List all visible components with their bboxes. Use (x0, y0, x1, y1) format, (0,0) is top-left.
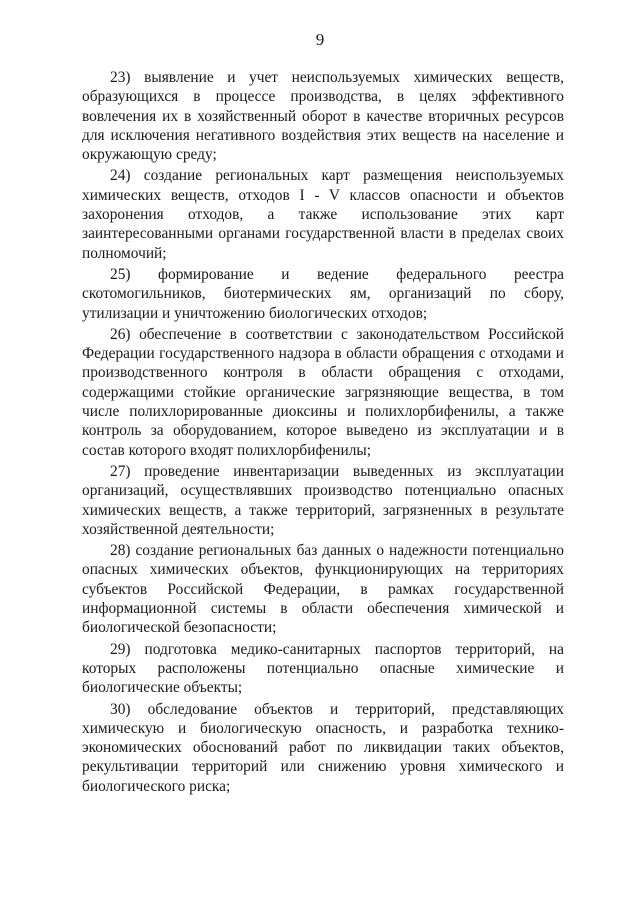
paragraph-item-29: 29) подготовка медико-санитарных паспортов территорий, на которых расположены потенциально опасные химические и биологические объекты; (82, 640, 564, 697)
paragraph-item-30: 30) обследование объектов и территорий, представляющих химическую и биологическую опасность, и разработка технико-экономических обоснований работ по ликвидации таких объектов, рекультивации территорий или снижению уровня химического и биологического риска; (82, 700, 564, 795)
paragraph-item-25: 25) формирование и ведение федерального реестра скотомогильников, биотермических ям, организаций по сбору, утилизации и уничтожению биологических отходов; (82, 265, 564, 322)
paragraph-item-23: 23) выявление и учет неиспользуемых химических веществ, образующихся в процессе производства, в целях эффективного вовлечения их в хозяйственный оборот в качестве вторичных ресурсов для исключения негативного воздействия этих веществ на население и окружающую среду; (82, 69, 564, 164)
page-number: 9 (315, 30, 325, 49)
paragraph-item-28: 28) создание региональных баз данных о надежности потенциально опасных химических объектов, функционирующих на территориях субъектов Российской Федерации, в рамках государственной информационной системы в области обеспечения химической и биологической безопасности; (82, 542, 564, 637)
document-body (82, 68, 564, 798)
paragraph-item-26: 26) обеспечение в соответствии с законодательством Российской Федерации государственного надзора в области обращения с отходами и производственного контроля в области обращения с отходами, содержащими стойкие органические загрязняющие вещества, в том числе полихлорированные диоксины и полихлорбифенилы, а также контроль за оборудованием, которое выведено из эксплуатации и в состав которого входят полихлорбифенилы; (82, 325, 564, 459)
paragraph-item-24: 24) создание региональных карт размещения неиспользуемых химических веществ, отходов I - V классов опасности и объектов захоронения отходов, а также использование этих карт заинтересованными органами государственной власти в пределах своих полномочий; (82, 167, 564, 262)
paragraph-item-27: 27) проведение инвентаризации выведенных из эксплуатации организаций, осуществлявших производство потенциально опасных химических веществ, а также территорий, загрязненных в результате хозяйственной деятельности; (82, 462, 564, 538)
